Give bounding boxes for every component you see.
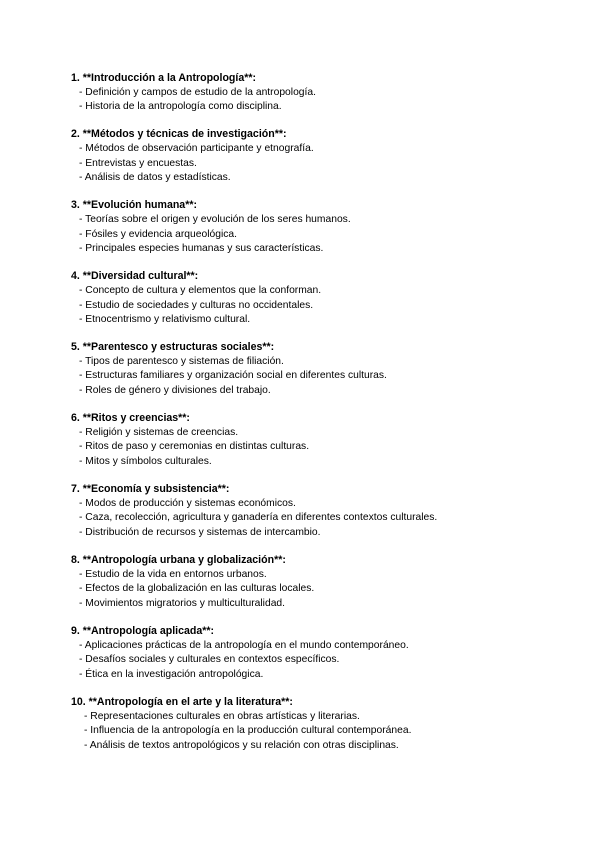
- list-item: - Desafíos sociales y culturales en contextos específicos.: [79, 654, 340, 666]
- section-heading: 2. **Métodos y técnicas de investigación**:: [71, 128, 287, 141]
- list-item: - Principales especies humanas y sus características.: [79, 243, 324, 255]
- list-item: - Ritos de paso y ceremonias en distintas culturas.: [79, 441, 310, 453]
- list-item: - Roles de género y divisiones del trabajo.: [79, 385, 271, 397]
- section-heading: 10. **Antropología en el arte y la literatura**:: [71, 696, 293, 709]
- section-heading: 9. **Antropología aplicada**:: [71, 625, 215, 638]
- section-heading: 4. **Diversidad cultural**:: [71, 270, 199, 283]
- list-item: - Análisis de textos antropológicos y su relación con otras disciplinas.: [84, 739, 399, 751]
- list-item: - Movimientos migratorios y multiculturalidad.: [79, 597, 286, 609]
- list-item: - Aplicaciones prácticas de la antropología en el mundo contemporáneo.: [79, 639, 409, 651]
- list-item: - Efectos de la globalización en las culturas locales.: [79, 583, 315, 595]
- list-item: - Influencia de la antropología en la producción cultural contemporánea.: [84, 725, 412, 737]
- section-9: [71, 624, 600, 682]
- list-item: - Fósiles y evidencia arqueológica.: [79, 228, 237, 240]
- list-item: - Estudio de la vida en entornos urbanos.: [79, 568, 267, 580]
- list-item: - Mitos y símbolos culturales.: [79, 456, 212, 468]
- list-item: - Concepto de cultura y elementos que la conforman.: [79, 284, 322, 296]
- list-item: - Representaciones culturales en obras artísticas y literarias.: [84, 710, 360, 722]
- list-item: - Teorías sobre el origen y evolución de los seres humanos.: [79, 213, 351, 225]
- list-item: - Estudio de sociedades y culturas no occidentales.: [79, 299, 314, 311]
- list-item: - Entrevistas y encuestas.: [79, 157, 197, 169]
- list-item: - Etnocentrismo y relativismo cultural.: [79, 314, 251, 326]
- section-3: [71, 198, 600, 256]
- section-2: [71, 127, 600, 185]
- section-heading: 1. **Introducción a la Antropología**:: [71, 72, 257, 84]
- section-8: [71, 553, 600, 611]
- section-7: [71, 482, 600, 540]
- list-item: - Métodos de observación participante y etnografía.: [79, 142, 314, 154]
- section-1: [71, 71, 600, 115]
- section-10: [71, 695, 600, 753]
- list-item: - Religión y sistemas de creencias.: [79, 426, 239, 438]
- section-heading: 8. **Antropología urbana y globalización**:: [71, 554, 286, 567]
- section-4: [71, 269, 600, 327]
- list-item: - Análisis de datos y estadísticas.: [79, 172, 231, 184]
- list-item: - Estructuras familiares y organización social en diferentes culturas.: [79, 370, 387, 382]
- section-6: [71, 411, 600, 469]
- section-heading: 3. **Evolución humana**:: [71, 199, 197, 212]
- section-5: [71, 340, 600, 398]
- list-item: - Modos de producción y sistemas económicos.: [79, 497, 296, 509]
- list-item: - Ética en la investigación antropológica.: [79, 668, 264, 680]
- list-item: - Historia de la antropología como disciplina.: [79, 101, 282, 113]
- section-heading: 5. **Parentesco y estructuras sociales**:: [71, 341, 275, 354]
- section-heading: 6. **Ritos y creencias**:: [71, 412, 190, 425]
- list-item: - Caza, recolección, agricultura y ganadería en diferentes contextos culturales.: [79, 512, 438, 524]
- section-heading: 7. **Economía y subsistencia**:: [71, 483, 230, 496]
- list-item: - Tipos de parentesco y sistemas de filiación.: [79, 355, 284, 367]
- list-item: - Definición y campos de estudio de la antropología.: [79, 86, 316, 98]
- list-item: - Distribución de recursos y sistemas de intercambio.: [79, 527, 321, 538]
